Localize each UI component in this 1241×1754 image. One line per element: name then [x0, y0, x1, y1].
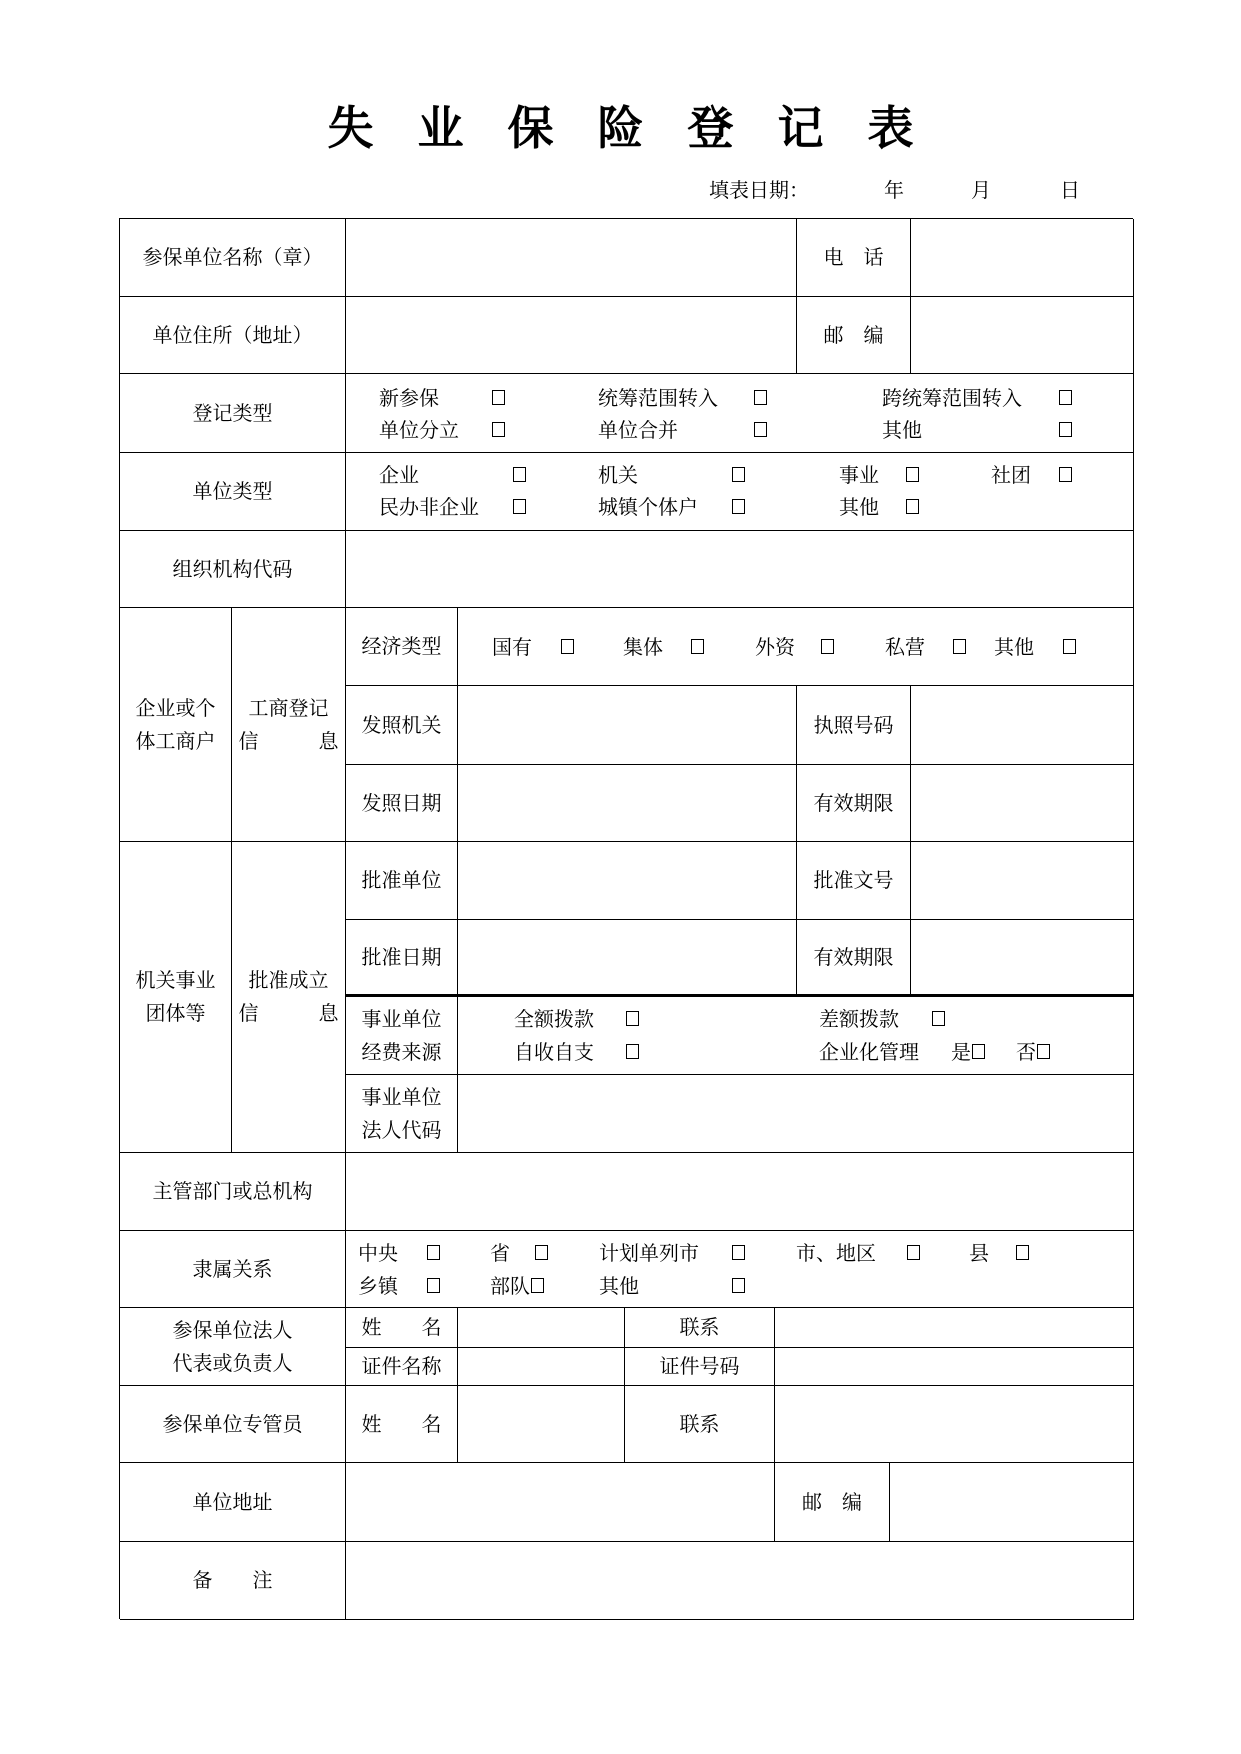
- cell-text: 单位地址: [192, 1489, 273, 1514]
- checkbox-central[interactable]: [427, 1245, 440, 1260]
- checkbox-county[interactable]: [1016, 1245, 1029, 1260]
- cell-text: 电 话: [823, 245, 884, 269]
- cell-text: 法人代码: [361, 1117, 442, 1142]
- legal-rep-contact-field[interactable]: [775, 1308, 1134, 1348]
- unit-type-options: [346, 453, 1134, 531]
- cell-text: 发照日期: [361, 790, 442, 815]
- remarks-field[interactable]: [346, 1542, 1134, 1620]
- economic-type-options: [458, 608, 1134, 686]
- affiliation-options: [346, 1231, 1134, 1308]
- option-other: 其他: [882, 418, 922, 442]
- cell-text: 经济类型: [361, 634, 442, 658]
- approval-info-label: [232, 842, 346, 1153]
- approving-unit-label: [346, 842, 458, 920]
- checkbox-institution[interactable]: [906, 467, 919, 482]
- checkbox-private[interactable]: [953, 639, 966, 654]
- option-cross-transfer-in: 跨统筹范围转入: [882, 386, 1022, 410]
- page-title: 失业保险登记表: [327, 101, 958, 155]
- option-association: 社团: [991, 463, 1031, 487]
- option-individual-business: 城镇个体户: [598, 495, 698, 519]
- postcode-field[interactable]: [911, 297, 1134, 374]
- economic-type-label: [346, 608, 458, 686]
- location-postcode-field[interactable]: [890, 1463, 1134, 1542]
- option-foreign: 外资: [755, 635, 795, 659]
- cell-text: 有效期限: [813, 790, 894, 815]
- approval-number-field[interactable]: [911, 842, 1134, 920]
- option-military: 部队: [490, 1274, 530, 1298]
- cell-text: 邮 编: [802, 1489, 862, 1514]
- option-city-region: 市、地区: [796, 1241, 876, 1265]
- cell-text: 发照机关: [361, 712, 442, 737]
- manager-contact-field[interactable]: [775, 1386, 1134, 1463]
- unit-address-label: [120, 297, 346, 374]
- checkbox-yes[interactable]: [972, 1044, 985, 1059]
- cell-text: 事业单位: [361, 1084, 442, 1109]
- checkbox-association[interactable]: [1059, 467, 1072, 482]
- cell-text: 登记类型: [192, 400, 273, 425]
- checkbox-full-funding[interactable]: [626, 1011, 639, 1026]
- cell-text: 隶属关系: [192, 1256, 273, 1281]
- approval-validity-field[interactable]: [911, 920, 1134, 997]
- checkbox-foreign[interactable]: [821, 639, 834, 654]
- option-government: 机关: [598, 463, 638, 487]
- checkbox-military[interactable]: [531, 1278, 544, 1293]
- checkbox-transfer-in[interactable]: [754, 390, 767, 405]
- option-enterprise: 企业: [379, 463, 419, 487]
- option-private: 私营: [885, 635, 925, 659]
- issue-date-field[interactable]: [458, 765, 797, 842]
- option-other: 其他: [994, 635, 1034, 659]
- checkbox-new[interactable]: [492, 390, 505, 405]
- manager-label: [120, 1386, 346, 1463]
- legal-code-field[interactable]: [458, 1075, 1134, 1153]
- business-registration-label: [232, 608, 346, 842]
- checkbox-cross-transfer-in[interactable]: [1059, 390, 1072, 405]
- id-number-label: [625, 1348, 775, 1386]
- cell-text: 信 息: [238, 1001, 339, 1025]
- checkbox-province[interactable]: [535, 1245, 548, 1260]
- legal-rep-name-label: [346, 1308, 458, 1348]
- checkbox-partial-funding[interactable]: [932, 1011, 945, 1026]
- cell-text: 批准日期: [361, 944, 442, 969]
- checkbox-no[interactable]: [1037, 1044, 1050, 1059]
- license-validity-field[interactable]: [911, 765, 1134, 842]
- option-township: 乡镇: [358, 1274, 398, 1298]
- date-month-label: 月: [971, 178, 991, 202]
- checkbox-other[interactable]: [906, 499, 919, 514]
- legal-code-label: [346, 1075, 458, 1153]
- option-full-funding: 全额拨款: [514, 1007, 594, 1031]
- option-other: 其他: [599, 1274, 639, 1298]
- cell-text: 组织机构代码: [172, 556, 293, 581]
- postcode-label: [797, 297, 911, 374]
- checkbox-other[interactable]: [732, 1278, 745, 1293]
- funding-source-options: [458, 997, 1134, 1075]
- cell-text: 批准单位: [361, 868, 442, 892]
- option-other: 其他: [839, 495, 879, 519]
- option-private-nonenterprise: 民办非企业: [379, 495, 479, 519]
- option-central: 中央: [358, 1241, 398, 1265]
- cell-text: 单位类型: [192, 479, 273, 503]
- registration-type-options: [346, 374, 1134, 453]
- cell-text: 参保单位法人: [172, 1317, 293, 1342]
- checkbox-collective[interactable]: [691, 639, 704, 654]
- cell-text: 参保单位专管员: [162, 1411, 303, 1436]
- approving-unit-field[interactable]: [458, 842, 797, 920]
- license-validity-label: [797, 765, 911, 842]
- license-number-field[interactable]: [911, 686, 1134, 765]
- option-province: 省: [490, 1241, 510, 1265]
- license-issuer-label: [346, 686, 458, 765]
- checkbox-private-nonenterprise[interactable]: [513, 499, 526, 514]
- cell-text: 机关事业: [135, 968, 216, 992]
- option-institution: 事业: [839, 463, 879, 487]
- cell-text: 团体等: [145, 1001, 206, 1025]
- approval-date-label: [346, 920, 458, 997]
- legal-rep-name-field[interactable]: [458, 1308, 625, 1348]
- checkbox-planned-city[interactable]: [732, 1245, 745, 1260]
- funding-source-label: [346, 997, 458, 1075]
- org-code-label: [120, 531, 346, 608]
- checkbox-other[interactable]: [1063, 639, 1076, 654]
- cell-text: 邮 编: [823, 322, 884, 347]
- checkbox-state-owned[interactable]: [561, 639, 574, 654]
- checkbox-other[interactable]: [1059, 422, 1072, 437]
- cell-text: 备 注: [192, 1568, 273, 1592]
- cell-text: 参保单位名称（章）: [142, 245, 323, 269]
- registration-form-table: [119, 218, 1133, 1619]
- cell-text: 联系: [679, 1411, 720, 1436]
- cell-text: 批准成立: [248, 968, 329, 992]
- option-self-funded: 自收自支: [514, 1040, 594, 1064]
- cell-text: 经费来源: [361, 1039, 442, 1064]
- issue-date-label: [346, 765, 458, 842]
- date-year-label: 年: [884, 178, 904, 202]
- cell-text: 证件名称: [361, 1354, 442, 1378]
- checkbox-self-funded[interactable]: [626, 1044, 639, 1059]
- cell-text: 证件号码: [659, 1354, 740, 1378]
- cell-text: 姓 名: [361, 1315, 442, 1339]
- date-label: 填表日期：: [709, 178, 809, 202]
- manager-name-label: [346, 1386, 458, 1463]
- supervisor-label: [120, 1153, 346, 1231]
- cell-text: 有效期限: [813, 944, 894, 969]
- cell-text: 姓 名: [361, 1411, 442, 1436]
- unit-name-field[interactable]: [346, 219, 797, 297]
- institution-group-label: [120, 842, 232, 1153]
- date-day-label: 日: [1060, 178, 1080, 202]
- cell-text: 工商登记: [248, 695, 329, 720]
- checkbox-merge[interactable]: [754, 422, 767, 437]
- id-number-field[interactable]: [775, 1348, 1134, 1386]
- checkbox-individual-business[interactable]: [732, 499, 745, 514]
- option-state-owned: 国有: [492, 635, 532, 659]
- cell-text: 批准文号: [813, 868, 894, 892]
- phone-label: [797, 219, 911, 297]
- unit-location-field[interactable]: [346, 1463, 775, 1542]
- legal-rep-label: [120, 1308, 346, 1386]
- option-partial-funding: 差额拨款: [819, 1007, 899, 1031]
- cell-text: 信 息: [238, 728, 339, 753]
- cell-text: 主管部门或总机构: [152, 1179, 313, 1203]
- option-no: 否: [1016, 1040, 1036, 1064]
- option-county: 县: [969, 1241, 989, 1265]
- approval-number-label: [797, 842, 911, 920]
- enterprise-group-label: [120, 608, 232, 842]
- remarks-label: [120, 1542, 346, 1620]
- approval-validity-label: [797, 920, 911, 997]
- license-issuer-field[interactable]: [458, 686, 797, 765]
- option-enterprise-management: 企业化管理: [819, 1040, 919, 1064]
- cell-text: 联系: [679, 1315, 720, 1339]
- license-number-label: [797, 686, 911, 765]
- registration-type-label: [120, 374, 346, 453]
- unit-location-label: [120, 1463, 346, 1542]
- cell-text: 代表或负责人: [172, 1350, 293, 1375]
- supervisor-field[interactable]: [346, 1153, 1134, 1231]
- checkbox-city-region[interactable]: [907, 1245, 920, 1260]
- option-transfer-in: 统筹范围转入: [598, 386, 718, 410]
- approval-date-field[interactable]: [458, 920, 797, 997]
- unit-type-label: [120, 453, 346, 531]
- option-yes: 是: [951, 1040, 971, 1064]
- manager-contact-label: [625, 1386, 775, 1463]
- option-new: 新参保: [379, 386, 439, 410]
- phone-field[interactable]: [911, 219, 1134, 297]
- checkbox-enterprise[interactable]: [513, 467, 526, 482]
- option-merge: 单位合并: [598, 418, 678, 442]
- checkbox-township[interactable]: [427, 1278, 440, 1293]
- legal-rep-contact-label: [625, 1308, 775, 1348]
- location-postcode-label: [775, 1463, 890, 1542]
- id-type-label: [346, 1348, 458, 1386]
- manager-name-field[interactable]: [458, 1386, 625, 1463]
- id-type-field[interactable]: [458, 1348, 625, 1386]
- option-collective: 集体: [623, 635, 663, 659]
- checkbox-split[interactable]: [492, 422, 505, 437]
- checkbox-government[interactable]: [732, 467, 745, 482]
- org-code-field[interactable]: [346, 531, 1134, 608]
- unit-address-field[interactable]: [346, 297, 797, 374]
- option-planned-city: 计划单列市: [599, 1241, 699, 1265]
- cell-text: 执照号码: [813, 712, 894, 737]
- affiliation-label: [120, 1231, 346, 1308]
- cell-text: 企业或个: [135, 695, 216, 720]
- cell-text: 事业单位: [361, 1006, 442, 1031]
- cell-text: 单位住所（地址）: [152, 322, 313, 347]
- unit-name-label: [120, 219, 346, 297]
- option-split: 单位分立: [379, 418, 459, 442]
- cell-text: 体工商户: [135, 728, 216, 753]
